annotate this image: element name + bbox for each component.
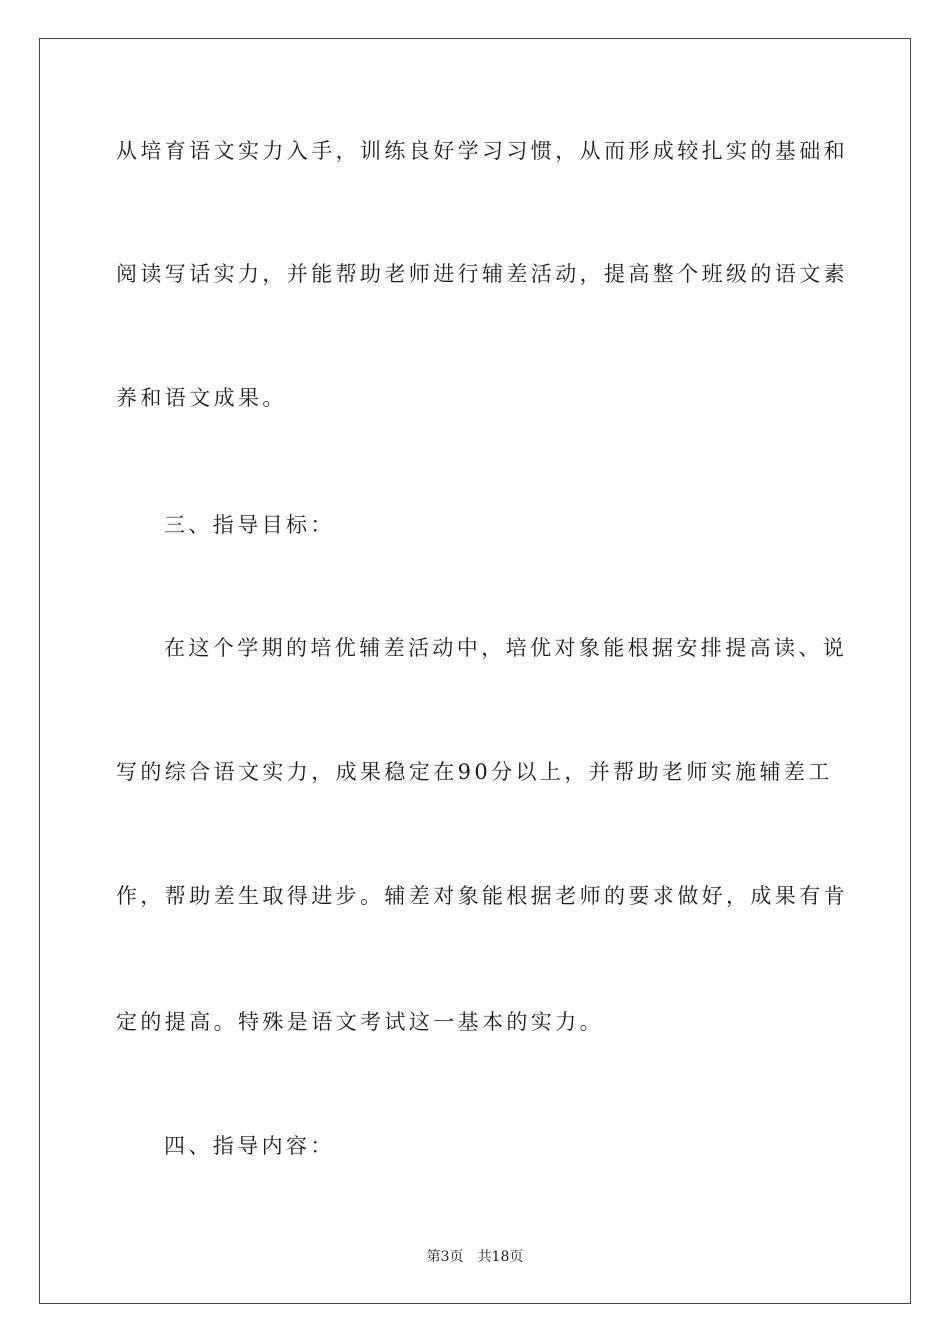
page-border: [39, 38, 911, 1304]
body-line-5: 在这个学期的培优辅差活动中，培优对象能根据安排提高读、说: [164, 636, 848, 660]
page-total: 共18页: [477, 1249, 524, 1265]
body-line-3: 养和语文成果。: [116, 386, 287, 410]
section-heading-3: 三、指导目标：: [164, 513, 335, 537]
body-line-1: 从培育语文实力入手，训练良好学习习惯，从而形成较扎实的基础和: [116, 139, 848, 163]
page-number: 第3页: [426, 1249, 464, 1265]
page-footer: [0, 1247, 950, 1267]
body-line-7: 作，帮助差生取得进步。辅差对象能根据老师的要求做好，成果有肯: [116, 884, 848, 908]
body-line-8: 定的提高。特殊是语文考试这一基本的实力。: [116, 1010, 604, 1034]
body-line-2: 阅读写话实力，并能帮助老师进行辅差活动，提高整个班级的语文素: [116, 262, 848, 286]
body-line-6: 写的综合语文实力，成果稳定在90分以上，并帮助老师实施辅差工: [116, 760, 833, 784]
section-heading-4: 四、指导内容：: [164, 1134, 335, 1158]
